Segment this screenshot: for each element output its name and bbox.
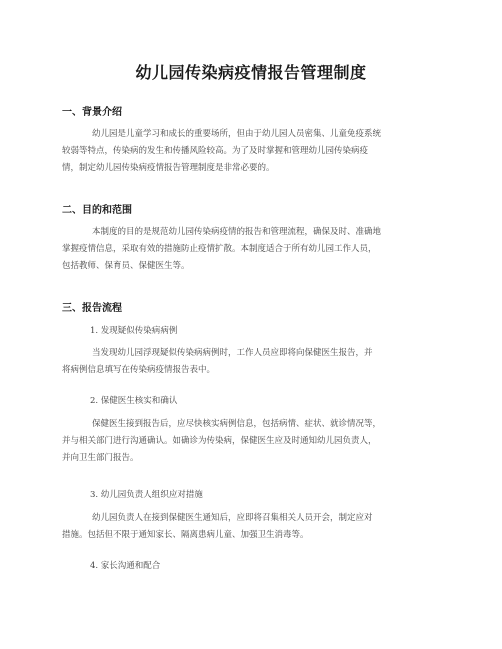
- section-heading-purpose-scope: 二、目的和范围: [62, 205, 132, 216]
- paragraph-line: 保健医生接到报告后，应尽快核实病例信息，包括病情、症状、就诊情况等，: [92, 419, 382, 429]
- paragraph-line: 本制度的目的是规范幼儿园传染病疫情的报告和管理流程，确保及时、准确地: [92, 227, 382, 237]
- paragraph-line: 措施。包括但不限于通知家长、隔离患病儿童、加强卫生消毒等。: [62, 530, 309, 540]
- paragraph-line: 幼儿园是儿童学习和成长的重要场所，但由于幼儿园人员密集、儿童免疫系统: [92, 129, 382, 139]
- paragraph-line: 情，制定幼儿园传染病疫情报告管理制度是非常必要的。: [62, 163, 275, 173]
- paragraph-line: 较弱等特点，传染病的发生和传播风险较高。为了及时掌握和管理幼儿园传染病疫: [62, 146, 369, 156]
- document-title: 幼儿园传染病疫情报告管理制度: [135, 63, 367, 82]
- paragraph-line: 当发现幼儿园浮现疑似传染病病例时，工作人员应即将向保健医生报告，并: [92, 348, 373, 358]
- subitem-paragraph-discover-case: [62, 345, 442, 379]
- paragraph-line: 幼儿园负责人在接到保健医生通知后，应即将召集相关人员开会，制定应对: [92, 513, 373, 523]
- subitem-paragraph-director-measures: [62, 510, 442, 544]
- section-paragraph-purpose-scope: [62, 224, 442, 275]
- section-paragraph-background: [62, 126, 442, 177]
- paragraph-line: 包括教师、保育员、保健医生等。: [62, 261, 190, 271]
- subitem-title-doctor-verify: 2. 保健医生核实和确认: [90, 396, 178, 406]
- section-heading-background: 一、背景介绍: [62, 107, 122, 118]
- subitem-title-director-measures: 3. 幼儿园负责人组织应对措施: [90, 490, 203, 500]
- section-heading-reporting-process: 三、报告流程: [62, 303, 122, 314]
- paragraph-line: 掌握疫情信息，采取有效的措施防止疫情扩散。本制度适合于所有幼儿园工作人员，: [62, 244, 377, 254]
- subitem-paragraph-doctor-verify: [62, 416, 442, 467]
- subitem-title-parent-communication: 4. 家长沟通和配合: [90, 561, 161, 571]
- paragraph-line: 将病例信息填写在传染病疫情报告表中。: [62, 365, 216, 375]
- subitem-title-discover-case: 1. 发现疑似传染病病例: [90, 326, 178, 336]
- paragraph-line: 并向卫生部门报告。: [62, 453, 139, 463]
- paragraph-line: 并与相关部门进行沟通确认。如确诊为传染病，保健医生应及时通知幼儿园负责人，: [62, 436, 377, 446]
